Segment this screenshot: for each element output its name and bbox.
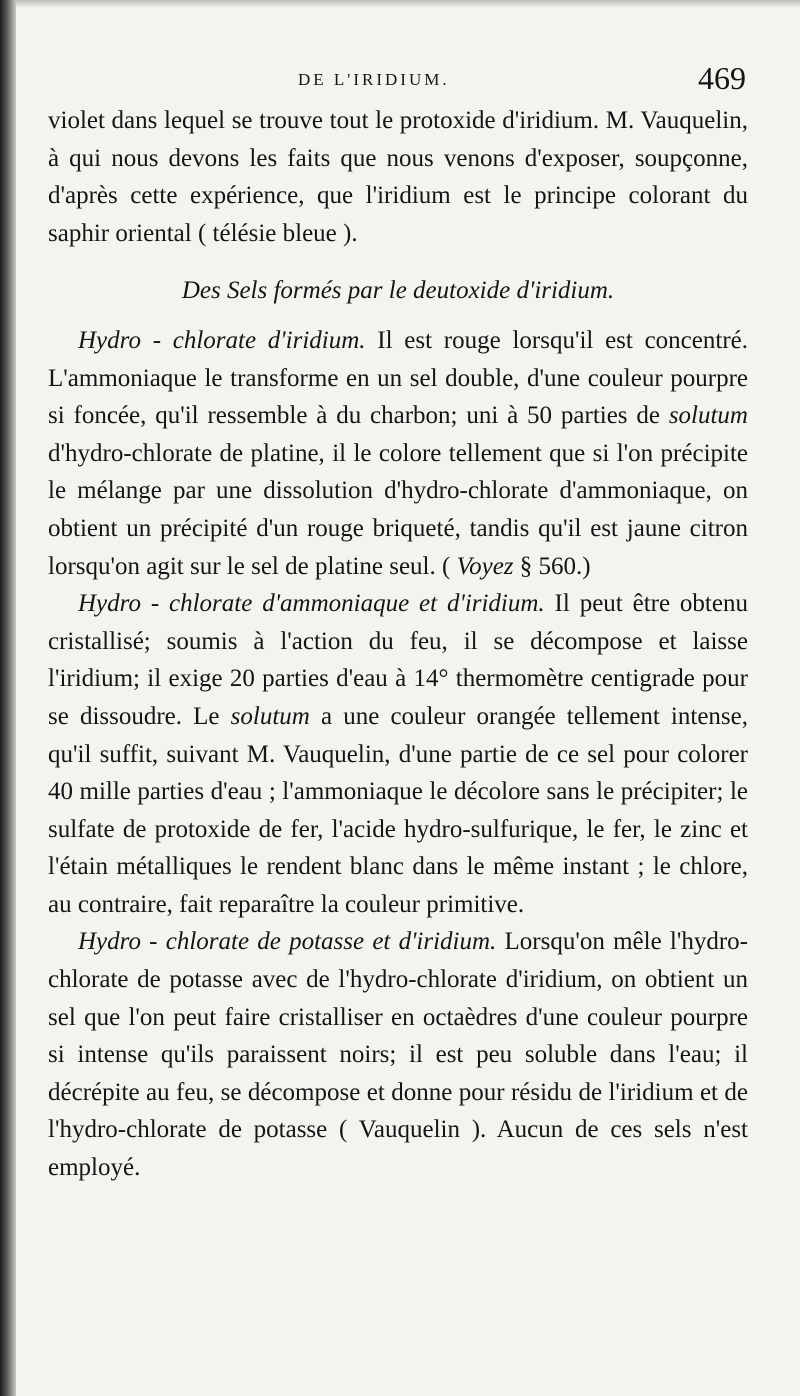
entry-heading-hydro-chlorate-iridium: Hydro - chlorate d'iridium. bbox=[78, 326, 366, 354]
entry-heading-hydro-chlorate-potasse-iridium: Hydro - chlorate de potasse et d'iridium. bbox=[78, 928, 497, 956]
page-body bbox=[48, 102, 748, 1187]
page-header bbox=[48, 60, 748, 104]
scan-edge-top bbox=[0, 0, 800, 8]
paragraph-2-text-c: § 560.) bbox=[513, 552, 591, 580]
paragraph-2-text-b: d'hydro-chlorate de platine, il le colore tellement que si l'on précipite le mélange par une dissolution d'hydro-chlorate d'ammoniaque, on obtient un précipité d'un rouge briqueté, tandis qu'il est jaune citron lorsqu'on agit sur le sel de platine seul. ( bbox=[48, 439, 748, 580]
term-solutum-2: solutum bbox=[230, 702, 310, 730]
running-head: DE L'IRIDIUM. bbox=[298, 70, 450, 89]
paragraph-3-text-b: a une couleur orangée tellement intense, qu'il suffit, suivant M. Vauquelin, d'une partie de ce sel pour colorer 40 mille parties d'eau ; l'ammoniaque le décolore sans le précipiter; le sulfate de protoxide de fer, l'acide hydro-sulfurique, le fer, le zinc et l'étain métalliques le rendent blanc dans le même instant ; le chlore, au contraire, fait reparaître la couleur primitive. bbox=[48, 702, 748, 918]
term-voyez: Voyez bbox=[456, 552, 514, 580]
paragraph-hydro-chlorate-ammoniaque-iridium bbox=[48, 585, 748, 923]
paragraph-3-text-a: Il peut être obtenu cristallisé; soumis à l'action du feu, il se décompose et laisse l'iridium; il exige 20 parties d'eau à 14° thermomètre centigrade pour se dissoudre. Le bbox=[48, 590, 748, 730]
page-number: 469 bbox=[698, 60, 746, 96]
scan-edge-left bbox=[0, 0, 16, 1396]
entry-heading-hydro-chlorate-ammoniaque-iridium: Hydro - chlorate d'ammoniaque et d'iridium. bbox=[78, 590, 545, 618]
term-solutum: solutum bbox=[668, 402, 748, 430]
paragraph-hydro-chlorate-iridium bbox=[48, 322, 748, 585]
paragraph-4-text: Lorsqu'on mêle l'hydro-chlorate de potasse avec de l'hydro-chlorate d'iridium, on obtient un sel que l'on peut faire cristalliser en octaèdres d'une couleur pourpre si intense qu'ils paraissent noirs; il est peu soluble dans l'eau; il décrépite au feu, se décompose et donne pour résidu de l'iridium et de l'hydro-chlorate de potasse ( Vauquelin ). Aucun de ces sels n'est employé. bbox=[48, 928, 749, 1182]
paragraph-1-text: violet dans lequel se trouve tout le protoxide d'iridium. M. Vauquelin, à qui nous devons les faits que nous venons d'exposer, soupçonne, d'après cette expérience, que l'iridium est le principe colorant du saphir oriental ( télésie bleue ). bbox=[48, 107, 748, 247]
section-title: Des Sels formés par le deutoxide d'iridium. bbox=[181, 277, 615, 305]
paragraph-1 bbox=[48, 102, 748, 252]
paragraph-2-text-a: Il est rouge lorsqu'il est concentré. L'ammoniaque le transforme en un sel double, d'une couleur pourpre si foncée, qu'il ressemble à du charbon; uni à 50 parties de bbox=[48, 326, 748, 430]
paragraph-hydro-chlorate-potasse-iridium bbox=[48, 923, 748, 1186]
